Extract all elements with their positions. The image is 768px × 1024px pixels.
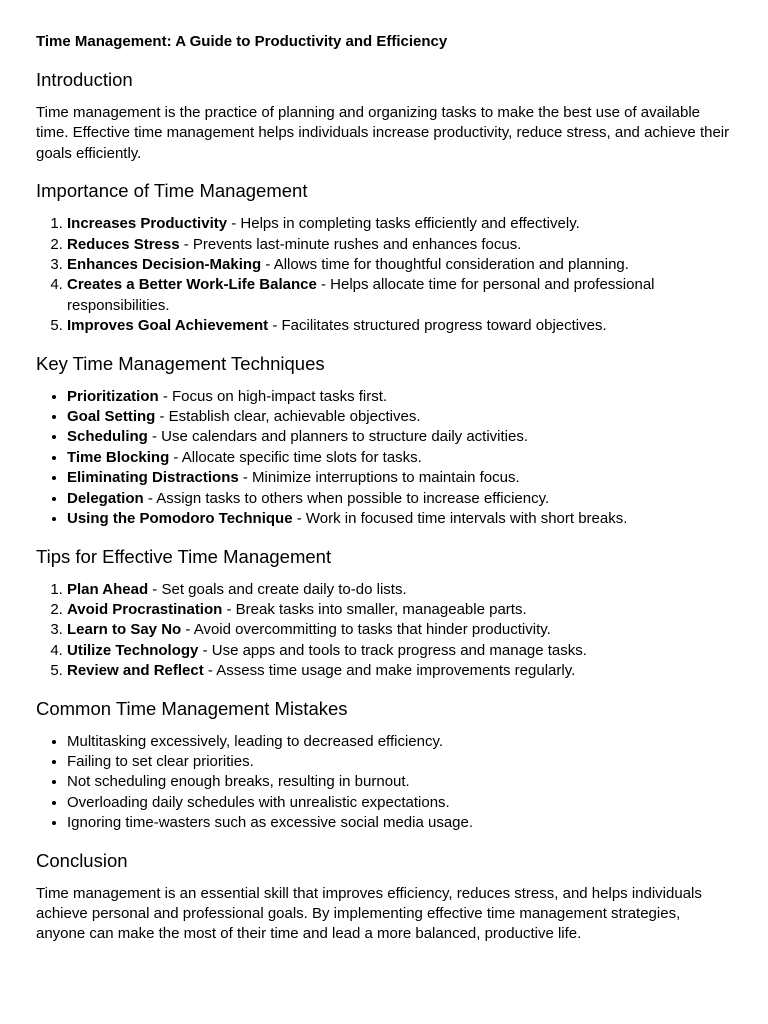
tips-list [36, 580, 732, 682]
list-item [67, 427, 732, 447]
list-item: • Overloading daily schedules with unrealistic expectations. [67, 793, 732, 813]
item-term: Time Blocking [67, 448, 170, 466]
item-description: - Helps in completing tasks efficiently and effectively. [227, 215, 580, 233]
list-item [67, 600, 732, 620]
tips-section [36, 546, 732, 682]
item-term: Plan Ahead [67, 580, 149, 598]
item-term: Using the Pomodoro Technique [67, 510, 293, 528]
introduction-section [36, 69, 732, 164]
item-term: Goal Setting [67, 408, 156, 426]
techniques-heading: Key Time Management Techniques [36, 352, 325, 374]
item-term: Enhances Decision-Making [67, 256, 262, 274]
item-description: - Work in focused time intervals with short breaks. [292, 510, 628, 528]
item-term: Learn to Say No [67, 621, 182, 639]
item-term: Review and Reflect [67, 662, 204, 680]
list-item [67, 580, 732, 600]
list-item: • Failing to set clear priorities. [67, 752, 732, 772]
techniques-section [36, 353, 732, 530]
item-term: Creates a Better Work-Life Balance [67, 276, 317, 294]
document-title: Time Management: A Guide to Productivity and Efficiency [36, 33, 448, 50]
introduction-text: Time management is the practice of planning and organizing tasks to make the best use of available time. Effective time management helps individuals increase productivity, reduce stress, and achieve their goals efficiently. [36, 104, 730, 162]
item-term: Increases Productivity [67, 215, 228, 233]
item-term: Avoid Procrastination [67, 600, 223, 618]
list-item [67, 448, 732, 468]
item-description: - Focus on high-impact tasks first. [158, 387, 388, 405]
item-description: - Establish clear, achievable objectives. [155, 408, 421, 426]
item-description: - Allocate specific time slots for tasks. [169, 448, 422, 466]
item-description: - Set goals and create daily to-do lists. [148, 580, 407, 598]
item-term: Delegation [67, 489, 144, 507]
item-description: - Facilitates structured progress toward objectives. [268, 317, 607, 335]
mistakes-heading: Common Time Management Mistakes [36, 697, 348, 719]
mistakes-list [36, 732, 732, 834]
list-item [67, 235, 732, 255]
list-item [67, 641, 732, 661]
importance-list [36, 214, 732, 336]
item-description: - Avoid overcommitting to tasks that hinder productivity. [181, 621, 551, 639]
importance-heading: Importance of Time Management [36, 180, 308, 202]
item-description: - Assess time usage and make improvements regularly. [203, 662, 576, 680]
item-term: Prioritization [67, 387, 159, 405]
item-term: Reduces Stress [67, 235, 180, 253]
item-term: Scheduling [67, 428, 148, 446]
item-description: - Minimize interruptions to maintain focus. [238, 469, 520, 487]
mistakes-section [36, 698, 732, 834]
list-item [67, 275, 732, 316]
list-item [67, 468, 732, 488]
list-item [67, 407, 732, 427]
list-item [67, 255, 732, 275]
conclusion-text: Time management is an essential skill that improves efficiency, reduces stress, and helps individuals achieve personal and professional goals. By implementing effective time management strategies, anyone can make the most of their time and lead a more balanced, productive life. [36, 884, 702, 943]
list-item [67, 489, 732, 509]
list-item [67, 214, 732, 234]
item-description: - Allows time for thoughtful consideration and planning. [261, 256, 629, 274]
techniques-list [36, 387, 732, 530]
list-item [67, 509, 732, 529]
item-description: - Use calendars and planners to structure daily activities. [147, 428, 529, 446]
list-item [67, 661, 732, 681]
item-description: - Assign tasks to others when possible to increase efficiency. [143, 489, 550, 507]
list-item: • Multitasking excessively, leading to decreased efficiency. [67, 732, 732, 752]
item-description: - Prevents last-minute rushes and enhances focus. [179, 235, 522, 253]
introduction-heading: Introduction [36, 69, 133, 90]
item-term: Improves Goal Achievement [67, 317, 269, 335]
conclusion-heading: Conclusion [36, 849, 128, 871]
list-item [67, 620, 732, 640]
item-description: - Helps allocate time for personal and professional responsibilities. [67, 276, 655, 314]
item-term: Utilize Technology [67, 641, 199, 659]
conclusion-section [36, 850, 732, 945]
list-item [67, 387, 732, 407]
tips-heading: Tips for Effective Time Management [36, 545, 332, 567]
list-item: • Not scheduling enough breaks, resulting in burnout. [67, 772, 732, 792]
item-description: - Break tasks into smaller, manageable parts. [222, 600, 527, 618]
list-item [67, 316, 732, 336]
importance-section [36, 180, 732, 336]
item-description: - Use apps and tools to track progress and manage tasks. [198, 641, 587, 659]
item-term: Eliminating Distractions [67, 469, 239, 487]
list-item: • Ignoring time-wasters such as excessive social media usage. [67, 813, 732, 833]
